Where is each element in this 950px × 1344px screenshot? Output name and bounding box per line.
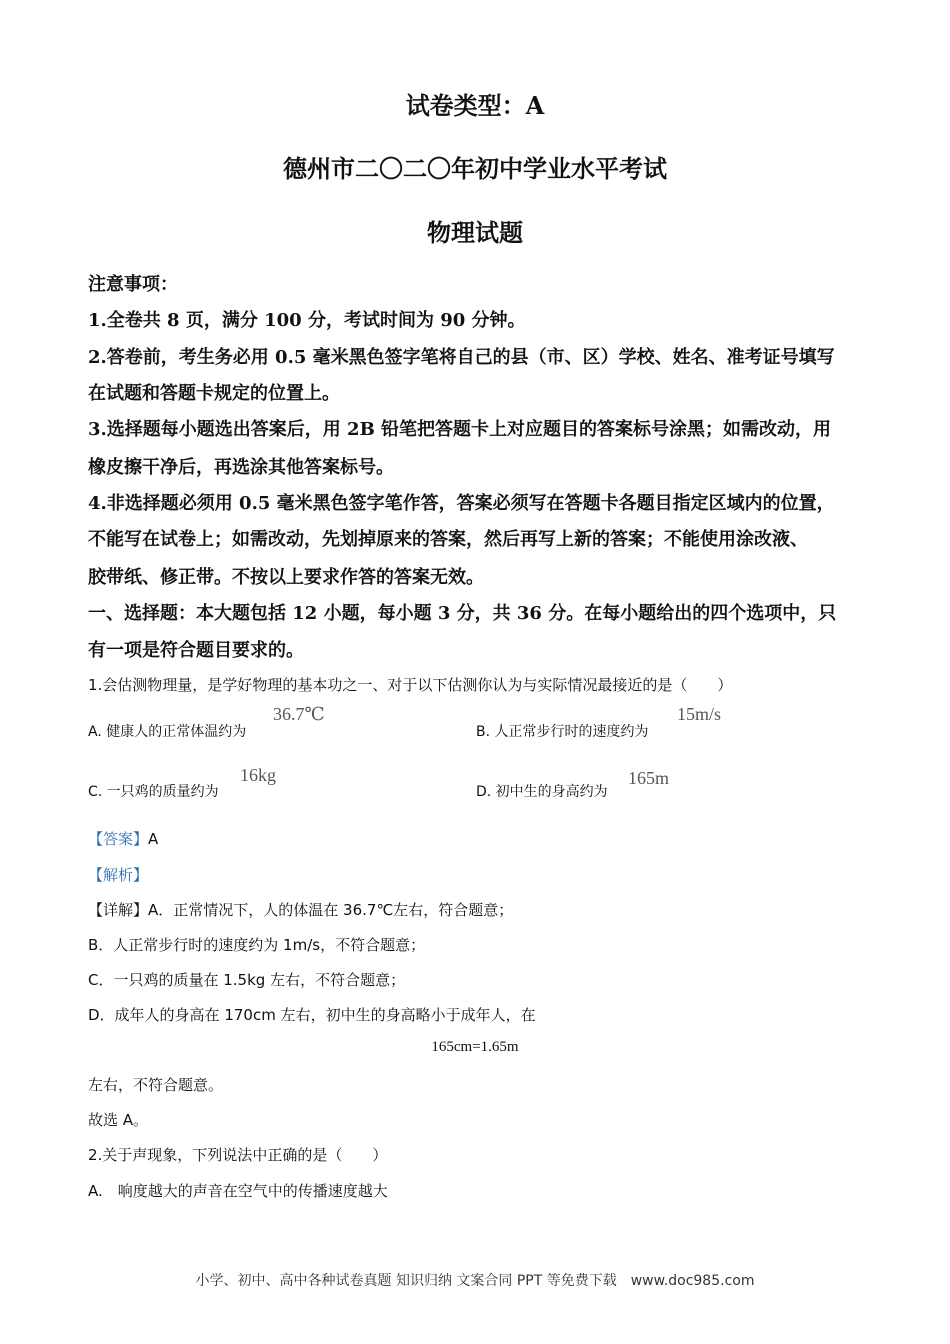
q1-option-a-value: 36.7℃ [273,704,325,724]
q1-option-b-value: 15m/s [677,704,722,724]
notice-heading: 注意事项： [88,274,178,295]
detail-tag: 【详解】 [88,901,149,919]
q1-option-c-value: 16kg [240,765,276,785]
q1-option-a: A. 健康人的正常体温约为 [88,724,247,740]
notice-item-3b: 橡皮擦干净后，再选涂其他答案标号。 [88,457,394,478]
exam-title: 德州市二〇二〇年初中学业水平考试 [283,154,667,183]
notice-item-1: 1.全卷共 8 页，满分 100 分，考试时间为 90 分钟。 [88,310,526,331]
q1-detail-c: C．一只鸡的质量在 1.5kg 左右，不符合题意； [88,971,406,989]
q1-answer-line [88,828,158,849]
q1-option-b: B. 人正常步行时的速度约为 [476,724,649,740]
section-heading-b: 有一项是符合题目要求的。 [88,640,304,661]
notice-item-3a: 3.选择题每小题选出答案后，用 2B 铅笔把答题卡上对应题目的答案标号涂黑；如需改动，用 [88,419,832,440]
q1-detail-d: D．成年人的身高在 170cm 左右，初中生的身高略小于成年人，在 [88,1006,536,1024]
notice-item-4a: 4.非选择题必须用 0.5 毫米黑色签字笔作答，答案必须写在答题卡各题目指定区域内的位置， [88,493,835,514]
notice-item-4c: 胶带纸、修正带。不按以上要求作答的答案无效。 [88,567,484,588]
q2-option-a: A. 响度越大的声音在空气中的传播速度越大 [88,1182,388,1200]
q1-detail-a-line [88,899,513,920]
q1-option-c: C. 一只鸡的质量约为 [88,784,219,800]
q1-detail-a: A．正常情况下，人的体温在 36.7℃左右，符合题意； [148,901,514,919]
question-2-stem: 2.关于声现象，下列说法中正确的是（ ） [88,1146,388,1164]
notice-item-2a: 2.答卷前，考生务必用 0.5 毫米黑色签字笔将自己的县（市、区）学校、姓名、准考证号填写 [88,347,835,368]
answer-tag: 【答案】 [88,830,149,848]
subject-title: 物理试题 [427,218,523,247]
q1-formula: 165cm=1.65m [431,1039,519,1055]
q1-conclusion: 故选 A。 [88,1111,149,1129]
notice-item-2b: 在试题和答题卡规定的位置上。 [88,383,340,404]
answer-value: A [148,830,159,848]
page-footer: 小学、初中、高中各种试卷真题 知识归纳 文案合同 PPT 等免费下载 www.doc985.com [195,1273,755,1289]
q1-option-d: D. 初中生的身高约为 [476,784,608,800]
section-heading-a: 一、选择题：本大题包括 12 小题，每小题 3 分，共 36 分。在每小题给出的四个选项中，只 [88,603,837,624]
q1-option-d-value: 165m [628,768,670,788]
exam-type-line: 试卷类型：A [405,91,545,120]
notice-item-4b: 不能写在试卷上；如需改动，先划掉原来的答案，然后再写上新的答案；不能使用涂改液、 [88,529,808,550]
q1-detail-b: B．人正常步行时的速度约为 1m/s，不符合题意； [88,936,426,954]
analysis-tag: 【解析】 [88,866,149,884]
q1-detail-d2: 左右，不符合题意。 [88,1076,224,1094]
question-1-stem: 1.会估测物理量，是学好物理的基本功之一、对于以下估测你认为与实际情况最接近的是（ ） [88,676,733,694]
